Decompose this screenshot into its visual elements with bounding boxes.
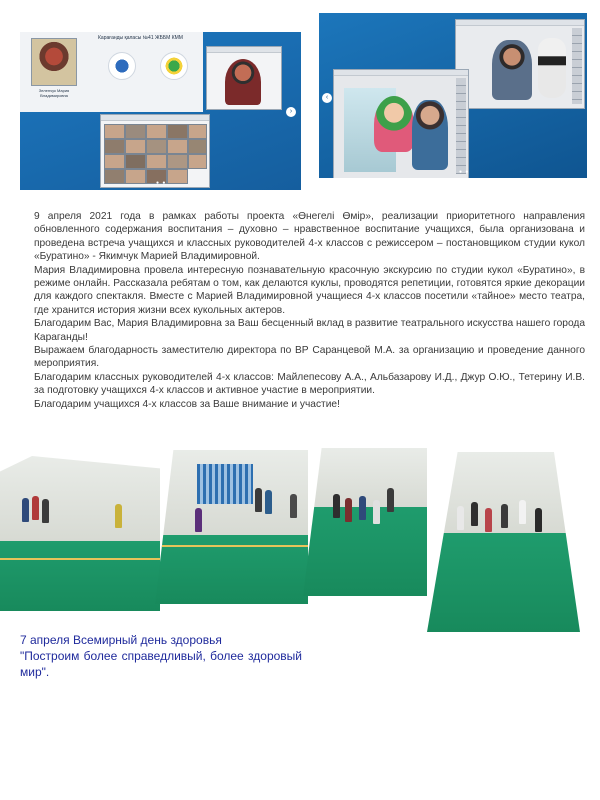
gym-photo-2 — [155, 450, 308, 604]
carousel-dots: ● ● — [156, 180, 167, 186]
webcam-window-teacher — [206, 46, 282, 110]
article-body — [34, 210, 585, 411]
article-paragraph: 9 апреля 2021 года в рамках работы проекта «Өнегелі Өмір», реализации приоритетного направления обновленного содержания воспитания – духовно – нравственное воспитание учащихся, была организована и проведена встреча учащихся и классных руководителей 4-х классов с режиссером – постановщиком студии кукол «Буратино» - Якимчук Марией Владимировной. — [34, 211, 585, 263]
teacher-name-caption: Зеленчук Мария Владимировна — [38, 88, 70, 98]
project-logo — [160, 52, 188, 80]
webcam-window-studio-top — [455, 19, 585, 109]
carousel-next-arrow[interactable]: › — [286, 107, 296, 117]
gym-photo-1 — [0, 456, 160, 611]
gym-photo-4 — [427, 452, 580, 632]
school-logo — [108, 52, 136, 80]
health-day-caption — [20, 632, 302, 680]
webcam-grid-window — [100, 114, 210, 188]
article-paragraph: Благодарим Вас, Мария Владимировна за Ваш бесценный вклад в развитие театрального искусства нашего города Караганды! — [34, 318, 585, 343]
article-paragraph: Выражаем благодарность заместителю директора по ВР Саранцевой М.А. за организацию и проведение данного мероприятия. — [34, 345, 585, 370]
carousel-dots: ● ● — [459, 169, 470, 175]
presentation-window — [20, 32, 203, 112]
webcam-window-studio-main — [333, 69, 469, 178]
school-header-text: Карағанды қаласы №41 ЖББМ КММ — [98, 35, 183, 41]
teacher-photo — [31, 38, 77, 86]
caption-line: "Построим более справедливый, более здоровый мир". — [20, 649, 302, 679]
carousel-prev-arrow[interactable]: ‹ — [322, 93, 332, 103]
caption-line: 7 апреля Всемирный день здоровья — [20, 633, 222, 647]
video-call-screenshot-left — [20, 32, 301, 190]
article-paragraph: Благодарим учащихся 4-х классов за Ваше внимание и участие! — [34, 398, 340, 410]
gym-photo-3 — [303, 448, 427, 596]
article-paragraph: Мария Владимировна провела интересную познавательную красочную экскурсию по студии кукол «Буратино», в режиме онлайн. Рассказала ребятам о том, как делаются куклы, проводятся репетиции, готовятся яркие декорации для каждого спектакля. Вместе с Марией Владимировной учащиеся 4-х классов посетили «тайное» место театра, где хранится история жизни всех кукольных актеров. — [34, 264, 585, 316]
video-call-screenshot-right — [319, 13, 587, 178]
article-paragraph: Благодарим классных руководителей 4-х классов: Майлепесову А.А., Альбазарову И.Д., Джур О.Ю., Тетерину И.В. за подготовку учащихся 4-х классов и активное участие в мероприятии. — [34, 371, 585, 397]
